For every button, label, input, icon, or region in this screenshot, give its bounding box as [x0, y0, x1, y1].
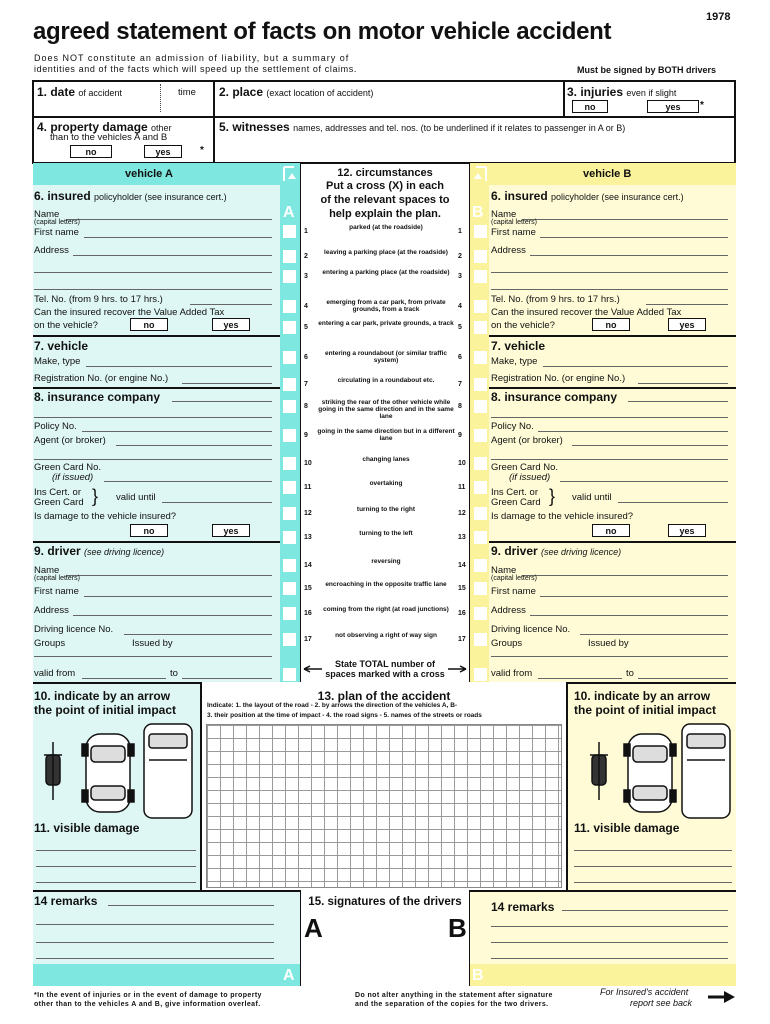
a-valid-until-input[interactable] — [162, 502, 272, 503]
form-year: 1978 — [706, 11, 731, 23]
b-vat-label: Can the insured recover the Value Added Tax — [491, 307, 682, 318]
circumstance-b-checkbox[interactable] — [474, 559, 487, 572]
a-insurance-company-input[interactable] — [172, 401, 272, 402]
a-visible-damage-input-1[interactable] — [36, 850, 196, 851]
b-rule-7 — [489, 335, 736, 337]
a-agent-label: Agent (or broker) — [34, 435, 106, 446]
a-remarks-input-1[interactable] — [108, 905, 274, 906]
footer-back-note-2: report see back — [630, 998, 693, 1008]
plan-instructions-2: 3. their position at the time of impact - 4. the road signs - 5. names of the streets or roads — [207, 712, 482, 719]
a-insured-label: 6. insured policyholder (see insurance cert.) — [34, 189, 227, 203]
b-remarks-input-3[interactable] — [491, 942, 728, 943]
a-green-card-label: Green Card No. — [34, 462, 102, 473]
circumstance-number-b: 14 — [458, 562, 466, 569]
a-tel-input[interactable] — [190, 304, 272, 305]
a-policy-input[interactable] — [82, 431, 272, 432]
circumstance-a-checkbox[interactable] — [283, 429, 296, 442]
footer-back-note-1: For Insured's accident — [600, 987, 689, 997]
circumstance-a-checkbox[interactable] — [283, 351, 296, 364]
a-policy-label: Policy No. — [34, 421, 77, 432]
a-capital-note: (capital letters) — [34, 219, 80, 226]
a-name-label: Name — [34, 209, 60, 220]
a-impact-label-2: the point of initial impact — [34, 703, 176, 717]
arrow-right-icon — [706, 990, 736, 1004]
a-first-name-label: First name — [34, 227, 79, 238]
b-address-input-2[interactable] — [491, 272, 728, 273]
b-insurance-company-input-2[interactable] — [491, 417, 728, 418]
b-first-name-input[interactable] — [540, 237, 728, 238]
property-damage-star: * — [200, 145, 204, 156]
circumstance-a-checkbox[interactable] — [283, 633, 296, 646]
circumstance-b-checkbox[interactable] — [474, 321, 487, 334]
circumstance-a-checkbox[interactable] — [283, 300, 296, 313]
circumstances-title: 12. circumstances — [337, 167, 433, 179]
circumstance-number-a: 14 — [304, 562, 312, 569]
circumstance-text: circulating in a roundabout etc. — [337, 377, 435, 384]
vehicle-a-header: vehicle A — [125, 168, 173, 180]
b-driver-name-label: Name — [491, 565, 517, 576]
b-remarks-input-1[interactable] — [562, 910, 728, 911]
a-vat-label-2: on the vehicle? — [34, 320, 98, 331]
b-driver-first-name-input[interactable] — [540, 596, 728, 597]
a-driver-address-input[interactable] — [73, 615, 272, 616]
b-address-input-1[interactable] — [530, 255, 728, 256]
circumstance-number-b: 7 — [458, 381, 462, 388]
circumstances-sub-1: Put a cross (X) in each — [326, 180, 444, 192]
a-remarks-input-3[interactable] — [36, 942, 274, 943]
b-brace-icon: } — [549, 486, 556, 506]
footer-note-left-2: other than to the vehicles A and B, give information overleaf. — [34, 1001, 261, 1008]
b-valid-until-input[interactable] — [618, 502, 728, 503]
circumstance-number-b: 9 — [458, 432, 462, 439]
circumstance-number-b: 6 — [458, 354, 462, 361]
b-driver-address-input[interactable] — [530, 615, 728, 616]
b-policy-input[interactable] — [538, 431, 728, 432]
circumstance-number-a: 7 — [304, 381, 308, 388]
a-reg-label: Registration No. (or engine No.) — [34, 373, 169, 384]
b-green-card-note: (if issued) — [509, 472, 551, 483]
circumstance-number-b: 3 — [458, 273, 462, 280]
a-to-input[interactable] — [182, 678, 272, 679]
b-address-label: Address — [491, 245, 526, 256]
b-make-input[interactable] — [543, 366, 728, 367]
b-visible-damage-label: 11. visible damage — [574, 821, 680, 835]
top-vdivider-1 — [213, 80, 215, 164]
a-agent-input[interactable] — [116, 445, 272, 446]
b-damage-yes-checkbox[interactable]: yes — [668, 524, 706, 537]
a-vat-no-checkbox[interactable]: no — [130, 318, 168, 331]
bracket-b-icon — [470, 163, 490, 185]
circumstance-a-checkbox[interactable] — [283, 270, 296, 283]
b-groups-label: Groups — [491, 638, 523, 649]
b-tel-input[interactable] — [646, 304, 728, 305]
a-to-label: to — [170, 668, 178, 679]
a-ins-cert-label: Ins Cert. or — [34, 487, 81, 498]
b-green-card-label: Green Card No. — [491, 462, 559, 473]
circumstance-b-checkbox[interactable] — [474, 378, 487, 391]
circumstance-number-a: 16 — [304, 610, 312, 617]
circumstance-a-checkbox[interactable] — [283, 378, 296, 391]
circumstance-text: going in the same direction but in a different lane — [317, 428, 455, 442]
circumstances-sub-3: help explain the plan. — [329, 208, 441, 220]
vehicle-b-footer-bg — [470, 964, 736, 986]
property-damage-yes-checkbox[interactable]: yes — [144, 145, 182, 158]
injuries-no-checkbox[interactable]: no — [572, 100, 608, 113]
a-vat-yes-checkbox[interactable]: yes — [212, 318, 250, 331]
b-remarks-input-4[interactable] — [491, 958, 728, 959]
circumstance-text: coming from the right (at road junctions) — [323, 606, 449, 613]
bracket-a-icon — [280, 163, 300, 185]
circumstance-a-checkbox[interactable] — [283, 582, 296, 595]
circumstance-b-checkbox[interactable] — [474, 225, 487, 238]
circumstance-b-checkbox[interactable] — [474, 633, 487, 646]
circumstance-text: turning to the left — [359, 530, 413, 537]
b-visible-damage-input-3[interactable] — [574, 882, 732, 883]
b-licence-input[interactable] — [580, 634, 728, 635]
a-address-input-2[interactable] — [34, 272, 272, 273]
circumstance-text: overtaking — [369, 480, 403, 487]
circumstance-text: entering a roundabout (or similar traffic system) — [324, 350, 448, 364]
b-to-input[interactable] — [638, 678, 728, 679]
circumstance-b-checkbox[interactable] — [474, 507, 487, 520]
b-reg-input[interactable] — [638, 383, 728, 384]
signature-a-label: A — [304, 913, 323, 943]
plan-drawing-grid[interactable] — [206, 724, 562, 888]
circumstance-b-checkbox[interactable] — [474, 400, 487, 413]
b-ins-cert-label: Ins Cert. or — [491, 487, 538, 498]
property-damage-no-checkbox[interactable]: no — [70, 145, 112, 158]
b-green-card-input[interactable] — [560, 481, 728, 482]
circumstance-b-checkbox[interactable] — [474, 300, 487, 313]
a-driver-name-input[interactable] — [66, 575, 272, 576]
b-driver-label: 9. driver (see driving licence) — [491, 544, 622, 558]
a-damage-yes-checkbox[interactable]: yes — [212, 524, 250, 537]
circumstance-number-b: 8 — [458, 403, 462, 410]
b-insured-label: 6. insured policyholder (see insurance cert.) — [491, 189, 684, 203]
circumstance-number-b: 10 — [458, 460, 466, 467]
a-first-name-input[interactable] — [84, 237, 272, 238]
circumstance-number-b: 16 — [458, 610, 466, 617]
a-groups-label: Groups — [34, 638, 66, 649]
circumstance-text: encroaching in the opposite traffic lane — [325, 581, 447, 588]
b-licence-label: Driving licence No. — [491, 624, 571, 635]
a-insurance-company-label: 8. insurance company — [34, 390, 161, 404]
a-rule-9 — [33, 541, 280, 543]
circumstance-number-b: 15 — [458, 585, 466, 592]
b-tel-label: Tel. No. (from 9 hrs. to 17 hrs.) — [491, 294, 620, 305]
circumstance-text: leaving a parking place (at the roadside) — [324, 249, 448, 256]
b-valid-from-input[interactable] — [538, 678, 622, 679]
b-vat-label-2: on the vehicle? — [491, 320, 555, 331]
a-rule-8 — [33, 387, 280, 389]
a-impact-label: 10. indicate by an arrow — [34, 689, 171, 703]
b-make-label: Make, type — [491, 356, 538, 367]
a-green-card-note: (if issued) — [52, 472, 94, 483]
circumstance-b-checkbox[interactable] — [474, 351, 487, 364]
signature-b-label: B — [448, 913, 467, 943]
a-remarks-input-2[interactable] — [36, 924, 274, 925]
b-vehicle-pictograms-icon — [576, 720, 734, 820]
a-vat-label: Can the insured recover the Value Added Tax — [34, 307, 225, 318]
b-damage-insured-label: Is damage to the vehicle insured? — [491, 511, 634, 522]
date-time-divider — [160, 84, 161, 112]
circumstance-number-a: 10 — [304, 460, 312, 467]
b-visible-damage-input-2[interactable] — [574, 866, 732, 867]
circumstance-text: emerging from a car park, from private grounds, from a track — [326, 299, 446, 313]
circumstance-b-checkbox[interactable] — [474, 531, 487, 544]
form-title: agreed statement of facts on motor vehicle accident — [33, 18, 612, 45]
signature-area[interactable] — [326, 916, 444, 982]
circumstance-a-checkbox[interactable] — [283, 321, 296, 334]
circumstance-text: entering a car park, private grounds, a track — [318, 320, 454, 327]
a-green-card-label-2: Green Card — [34, 497, 84, 508]
must-sign-note: Must be signed by BOTH drivers — [577, 65, 717, 75]
circumstance-number-a: 9 — [304, 432, 308, 439]
circumstance-number-a: 3 — [304, 273, 308, 280]
circumstance-number-b: 2 — [458, 253, 462, 260]
b-policy-label: Policy No. — [491, 421, 534, 432]
a-damage-insured-label: Is damage to the vehicle insured? — [34, 511, 177, 522]
footer-note-mid-2: and the separation of the copies for the two drivers. — [355, 1001, 549, 1008]
circumstance-b-checkbox[interactable] — [474, 582, 487, 595]
b-valid-until-label: valid until — [572, 492, 612, 503]
vehicle-a-form-bg — [33, 185, 280, 682]
circumstance-number-a: 15 — [304, 585, 312, 592]
circumstance-number-a: 6 — [304, 354, 308, 361]
circumstance-number-a: 5 — [304, 324, 308, 331]
a-visible-damage-input-3[interactable] — [36, 882, 196, 883]
circumstance-number-a: 8 — [304, 403, 308, 410]
b-driver-name-input[interactable] — [522, 575, 728, 576]
circumstance-number-b: 17 — [458, 636, 466, 643]
a-driver-capital-note: (capital letters) — [34, 575, 80, 582]
circumstance-number-a: 4 — [304, 303, 308, 310]
b-reg-label: Registration No. (or engine No.) — [491, 373, 626, 384]
b-to-label: to — [626, 668, 634, 679]
a-driver-name-label: Name — [34, 565, 60, 576]
a-issued-input[interactable] — [34, 656, 272, 657]
top-vdivider-2 — [563, 80, 565, 116]
b-remarks-input-2[interactable] — [491, 926, 728, 927]
signatures-title: 15. signatures of the drivers — [308, 896, 462, 908]
a-address-input-1[interactable] — [73, 255, 272, 256]
strip-letter-b: B — [472, 204, 484, 221]
b-agent-input[interactable] — [572, 445, 728, 446]
vehicle-b-header: vehicle B — [583, 168, 632, 180]
b-agent-label: Agent (or broker) — [491, 435, 563, 446]
circumstance-number-a: 1 — [304, 228, 308, 235]
b-name-label: Name — [491, 209, 517, 220]
injuries-yes-checkbox[interactable]: yes — [647, 100, 699, 113]
witnesses-field[interactable]: 5. witnesses names, addresses and tel. nos. (to be underlined if it relates to passenger in A or B) — [219, 120, 626, 134]
circumstance-number-a: 13 — [304, 534, 312, 541]
a-rule-7 — [33, 335, 280, 337]
circumstance-number-b: 5 — [458, 324, 462, 331]
circumstance-a-checkbox[interactable] — [283, 225, 296, 238]
circumstance-b-checkbox[interactable] — [474, 270, 487, 283]
b-vehicle-pictograms[interactable] — [576, 720, 734, 820]
a-reg-input[interactable] — [182, 383, 272, 384]
circumstance-number-a: 17 — [304, 636, 312, 643]
b-visible-damage-input-1[interactable] — [574, 850, 732, 851]
circumstances-frame — [300, 163, 470, 682]
circumstance-b-checkbox[interactable] — [474, 429, 487, 442]
footer-note-mid-1: Do not alter anything in the statement after signature — [355, 992, 553, 999]
b-remarks-label: 14 remarks — [491, 900, 555, 914]
circumstance-number-b: 4 — [458, 303, 462, 310]
circumstance-text: not observing a right of way sign — [335, 632, 437, 639]
a-issued-label: Issued by — [132, 638, 173, 649]
b-rule-9 — [489, 541, 736, 543]
a-insurance-company-input-2[interactable] — [34, 417, 272, 418]
total-label-1: State TOTAL number of — [334, 659, 435, 669]
b-insurance-company-input[interactable] — [628, 401, 728, 402]
form-subtitle-1: Does NOT constitute an admission of liability, but a summary of — [34, 53, 350, 63]
form-subtitle-2: identities and of the facts which will speed up the settlement of claims. — [34, 64, 357, 74]
injuries-label: 3. injuries even if slight — [567, 85, 677, 99]
circumstance-a-checkbox[interactable] — [283, 531, 296, 544]
a-visible-damage-input-2[interactable] — [36, 866, 196, 867]
property-damage-label: 4. property damage other — [37, 120, 172, 134]
date-field[interactable]: 1. date of accident — [37, 85, 122, 99]
circumstance-text: changing lanes — [362, 456, 410, 463]
circumstance-text: striking the rear of the other vehicle while going in the same direction and in the same lane — [318, 399, 454, 420]
a-valid-from-input[interactable] — [82, 678, 166, 679]
b-capital-note: (capital letters) — [491, 219, 537, 226]
circumstance-a-checkbox[interactable] — [283, 250, 296, 263]
circumstance-b-checkbox[interactable] — [474, 457, 487, 470]
circumstance-text: parked (at the roadside) — [349, 224, 423, 231]
b-driver-capital-note: (capital letters) — [491, 575, 537, 582]
a-vehicle-label: 7. vehicle — [34, 339, 89, 353]
b-insurance-company-label: 8. insurance company — [491, 390, 618, 404]
a-vehicle-pictograms[interactable] — [38, 720, 196, 820]
circumstances-sub-2: of the relevant spaces to — [320, 194, 450, 206]
a-vehicle-pictograms-icon — [38, 720, 196, 820]
total-label-2: spaces marked with a cross — [325, 669, 445, 679]
footer-letter-a: A — [283, 967, 295, 984]
circumstance-a-checkbox[interactable] — [283, 457, 296, 470]
a-name-input[interactable] — [66, 219, 272, 220]
b-impact-label: 10. indicate by an arrow — [574, 689, 711, 703]
circumstance-a-checkbox[interactable] — [283, 400, 296, 413]
a-remarks-input-4[interactable] — [36, 958, 274, 959]
place-field[interactable]: 2. place (exact location of accident) — [219, 85, 374, 99]
b-driver-first-name-label: First name — [491, 586, 536, 597]
circumstance-text: entering a parking place (at the roadside) — [322, 269, 450, 276]
a-driver-address-label: Address — [34, 605, 69, 616]
a-valid-until-label: valid until — [116, 492, 156, 503]
b-vat-yes-checkbox[interactable]: yes — [668, 318, 706, 331]
b-address-input-3[interactable] — [491, 289, 728, 290]
circumstance-text: reversing — [371, 558, 401, 565]
b-vat-no-checkbox[interactable]: no — [592, 318, 630, 331]
b-first-name-label: First name — [491, 227, 536, 238]
b-driver-address-label: Address — [491, 605, 526, 616]
a-remarks-label: 14 remarks — [34, 894, 98, 908]
time-field-label: time — [178, 87, 196, 98]
a-brace-icon: } — [92, 486, 99, 506]
b-valid-from-label: valid from — [491, 668, 533, 679]
b-rule-8 — [489, 387, 736, 389]
b-name-input[interactable] — [522, 219, 728, 220]
circumstance-b-checkbox[interactable] — [474, 607, 487, 620]
circumstance-b-checkbox[interactable] — [474, 250, 487, 263]
a-address-input-3[interactable] — [34, 289, 272, 290]
b-vehicle-label: 7. vehicle — [491, 339, 546, 353]
circumstance-a-checkbox[interactable] — [283, 481, 296, 494]
a-licence-input[interactable] — [124, 634, 272, 635]
a-agent-input-2[interactable] — [34, 459, 272, 460]
circumstance-number-a: 11 — [304, 484, 312, 491]
a-damage-no-checkbox[interactable]: no — [130, 524, 168, 537]
footer-letter-b: B — [472, 967, 484, 984]
circumstance-number-b: 12 — [458, 510, 466, 517]
circumstance-number-a: 2 — [304, 253, 308, 260]
b-agent-input-2[interactable] — [491, 459, 728, 460]
circumstance-number-a: 12 — [304, 510, 312, 517]
vehicle-b-form-bg — [489, 185, 736, 682]
a-make-input[interactable] — [86, 366, 272, 367]
b-impact-label-2: the point of initial impact — [574, 703, 716, 717]
circumstance-number-b: 11 — [458, 484, 466, 491]
circumstance-number-b: 1 — [458, 228, 462, 235]
a-make-label: Make, type — [34, 356, 81, 367]
circumstance-a-checkbox[interactable] — [283, 607, 296, 620]
a-valid-from-label: valid from — [34, 668, 76, 679]
a-tel-label: Tel. No. (from 9 hrs. to 17 hrs.) — [34, 294, 163, 305]
strip-letter-a: A — [283, 204, 295, 221]
top-divider — [32, 116, 736, 118]
a-visible-damage-label: 11. visible damage — [34, 821, 140, 835]
circumstance-a-checkbox[interactable] — [283, 559, 296, 572]
circumstance-text: turning to the right — [356, 506, 416, 513]
a-driver-first-name-input[interactable] — [84, 596, 272, 597]
b-damage-no-checkbox[interactable]: no — [592, 524, 630, 537]
a-driver-first-name-label: First name — [34, 586, 79, 597]
a-address-label: Address — [34, 245, 69, 256]
circumstance-b-checkbox[interactable] — [474, 481, 487, 494]
a-licence-label: Driving licence No. — [34, 624, 114, 635]
plan-title: 13. plan of the accident — [317, 689, 451, 703]
vehicle-a-footer-bg — [33, 964, 300, 986]
total-b-checkbox[interactable] — [474, 668, 487, 681]
total-a-checkbox[interactable] — [283, 668, 296, 681]
property-damage-note: than to the vehicles A and B — [50, 132, 168, 143]
a-driver-label: 9. driver (see driving licence) — [34, 544, 165, 558]
b-green-card-label-2: Green Card — [491, 497, 541, 508]
injuries-star: * — [700, 100, 704, 111]
b-issued-input[interactable] — [491, 656, 728, 657]
circumstance-number-b: 13 — [458, 534, 466, 541]
b-issued-label: Issued by — [588, 638, 629, 649]
footer-note-left-1: *In the event of injuries or in the event of damage to property — [34, 992, 262, 999]
a-green-card-input[interactable] — [104, 481, 272, 482]
plan-instructions-1: Indicate: 1. the layout of the road - 2. by arrows the direction of the vehicles A, B- — [207, 702, 458, 709]
circumstance-a-checkbox[interactable] — [283, 507, 296, 520]
